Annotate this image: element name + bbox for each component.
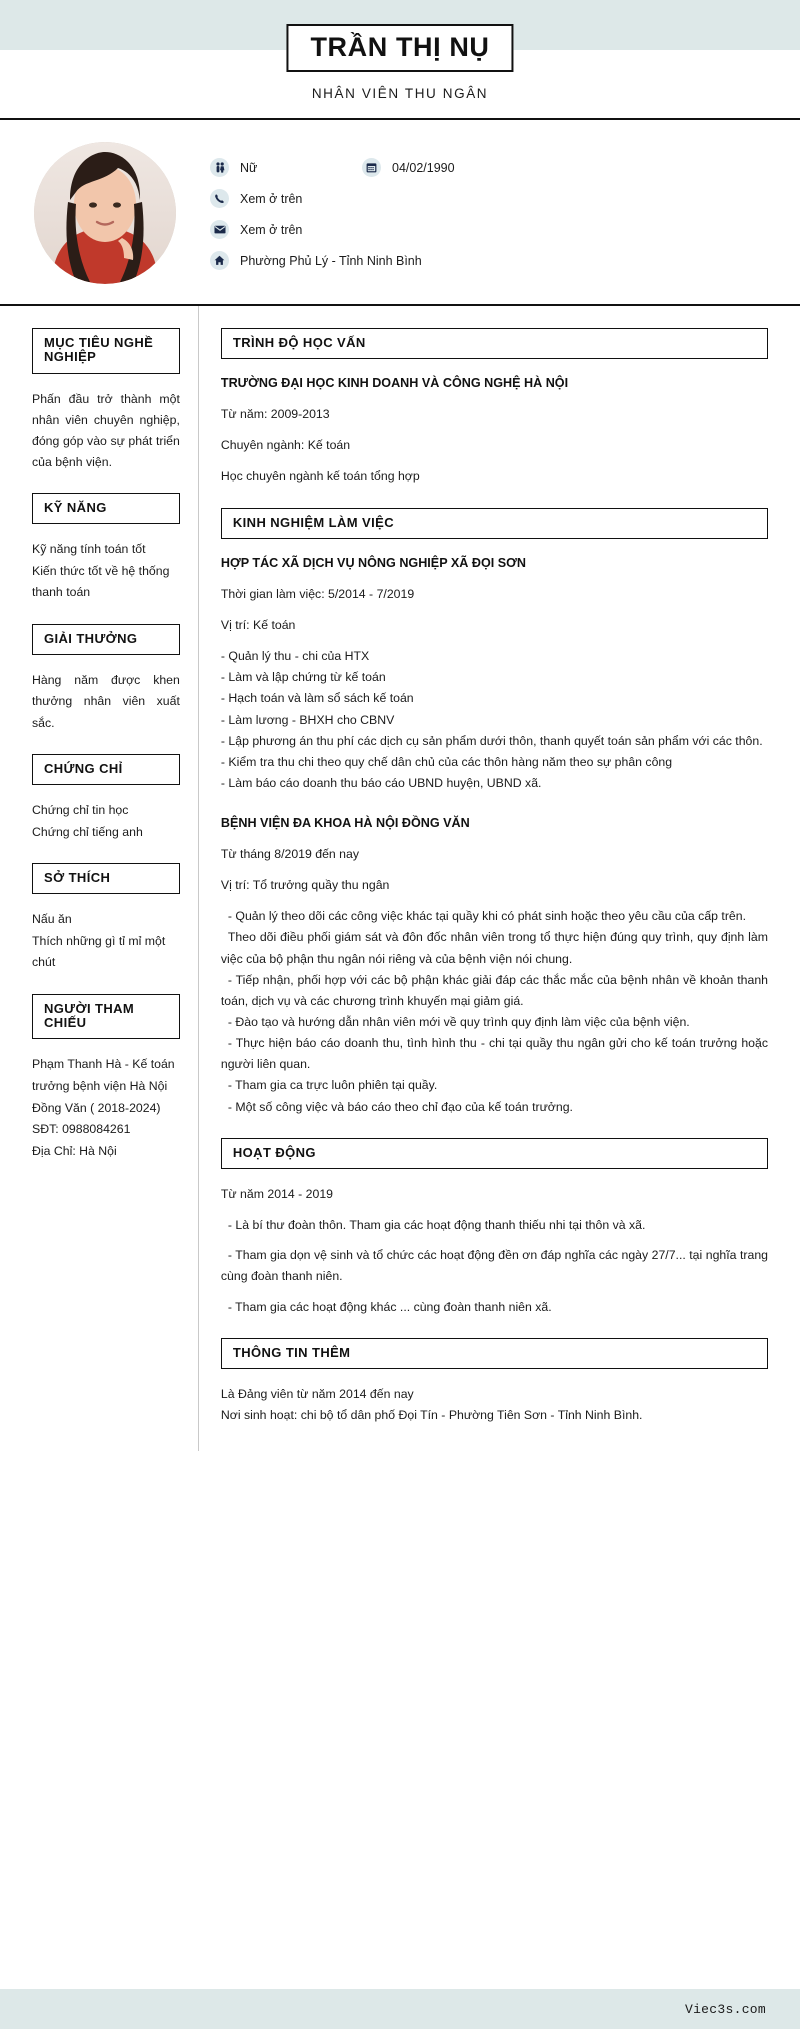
certificate-item: Chứng chỉ tiếng anh [32,824,143,839]
page-title: TRẦN THỊ NỤ [310,32,490,62]
section-skills-header [32,493,180,524]
right-column [199,306,800,1451]
job-position: Vị trí: Kế toán [220,617,296,632]
job-bullet: - Quản lý thu - chi của HTX [220,649,370,664]
activity-bullet: - Tham gia các hoạt động khác ... cùng đoàn thanh niên xã. [227,1299,552,1314]
email-icon [210,220,229,239]
contact-email-value: Xem ở trên [240,222,303,237]
footer-brand: Viec3s.com [684,2001,766,2017]
contact-birthdate [362,158,766,177]
contact-address [210,251,766,270]
avatar [34,142,176,284]
profile-section [0,120,800,304]
activity-bullet: - Là bí thư đoàn thôn. Tham gia các hoạt động thanh thiếu nhi tại thôn và xã. [227,1218,646,1233]
contact-address-value: Phường Phủ Lý - Tỉnh Ninh Bình [240,253,422,268]
section-title: KINH NGHIỆM LÀM VIỆC [232,514,394,530]
contact-email [210,220,766,239]
section-education-header [221,328,768,359]
reference-line: Địa Chỉ: Hà Nội [32,1143,117,1158]
spacer [221,1288,768,1297]
section-additional-header [221,1338,768,1369]
header-band [0,0,800,62]
job-company: HỢP TÁC XÃ DỊCH VỤ NÔNG NGHIỆP XÃ ĐỌI SƠN [220,555,526,570]
job-bullet: - Đào tạo và hướng dẫn nhân viên mới về quy trình quy định làm việc của bệnh viện. [227,1014,690,1029]
contact-birthdate-value: 04/02/1990 [392,160,455,175]
job-bullets [221,906,768,1117]
job-company: BỆNH VIỆN ĐA KHOA HÀ NỘI ĐỒNG VĂN [220,816,470,831]
additional-line: Là Đảng viên từ năm 2014 đến nay [220,1386,414,1401]
job-bullet: - Làm báo cáo doanh thu báo cáo UBND huyện, UBND xã. [220,775,542,790]
job-bullet: - Làm và lập chứng từ kế toán [220,670,386,685]
section-title: NGƯỜI THAM CHIẾU [44,1000,135,1031]
job-bullet: - Tiếp nhận, phối hợp với các bộ phận khác giải đáp các thắc mắc của bệnh nhân về khoản thanh toán, dịch vụ và các chương trình khuyến mại giảm giá. [220,972,768,1008]
job-bullet: Theo dõi điều phối giám sát và đôn đốc nhân viên trong tổ thực hiện đúng quy trình, quy định làm việc của bộ phận thu ngân nói riêng và của bệnh viện nói chung. [220,930,768,966]
additional-line: Nơi sinh hoạt: chi bộ tổ dân phố Đọi Tín - Phường Tiên Sơn - Tỉnh Ninh Bình. [220,1408,643,1423]
cv-header [0,0,800,120]
certificate-item: Chứng chỉ tin học [32,803,129,818]
job-period: Từ tháng 8/2019 đến nay [220,846,360,861]
hobby-item: Nấu ăn [32,912,72,927]
activity-bullet: - Tham gia dọn vệ sinh và tổ chức các hoạt động đền ơn đáp nghĩa các ngày 27/7... tại nghĩa trang cùng đoàn thanh niên. [220,1248,768,1284]
hobby-item: Thích những gì tỉ mỉ một chút [32,933,166,970]
activities-bullets [221,1215,768,1318]
content-columns [0,306,800,1451]
job-bullet: - Tham gia ca trực luôn phiên tại quầy. [227,1078,438,1093]
section-activities-header [221,1138,768,1169]
job-title: NHÂN VIÊN THU NGÂN [311,86,489,101]
section-title: HOẠT ĐỘNG [232,1144,316,1160]
spacer [221,1236,768,1245]
avatar-photo-icon [34,142,176,284]
section-title: KỸ NĂNG [44,500,107,516]
name-plate [286,24,513,72]
job-period: Thời gian làm việc: 5/2014 - 7/2019 [220,586,415,601]
job-bullet: - Lập phương án thu phí các dịch cụ sản phẩm dưới thôn, thanh quyết toán sản phẩm với các thôn. [220,733,763,748]
contact-gender [210,158,362,177]
section-title: MỤC TIÊU NGHỀ NGHIỆP [44,335,154,365]
experience-job [221,814,768,1118]
section-title: THÔNG TIN THÊM [232,1344,351,1360]
section-objective-header [32,328,180,374]
job-position: Vị trí: Tổ trưởng quầy thu ngân [220,878,390,893]
job-bullet: - Hạch toán và làm sổ sách kế toán [220,691,414,706]
job-bullet: - Kiểm tra thu chi theo quy chế dân chủ của các thôn hàng năm theo sự phân công [220,754,673,769]
contact-gender-value: Nữ [240,160,258,175]
reference-line: Phạm Thanh Hà - Kế toán trưởng bệnh viện Hà Nội Đồng Văn ( 2018-2024) [32,1057,175,1115]
contact-grid [202,156,766,270]
objective-text: Phấn đầu trở thành một nhân viên chuyên nghiệp, đóng góp vào sự phát triển của bệnh viện. [32,391,180,470]
section-references-header [32,994,180,1040]
education-note: Học chuyên ngành kế toán tổng hợp [220,469,420,484]
section-experience-header [221,508,768,539]
section-awards-header [32,624,180,655]
job-bullet: - Quản lý theo dõi các công việc khác tại quầy khi có phát sinh hoặc theo yêu cầu của cấp trên. [227,909,747,924]
contact-phone-value: Xem ở trên [240,191,303,206]
footer [0,1989,800,2029]
education-years: Từ năm: 2009-2013 [220,407,330,422]
gender-icon [210,158,229,177]
section-certificates-header [32,754,180,785]
job-bullet: - Một số công việc và báo cáo theo chỉ đạo của kế toán trưởng. [227,1099,573,1114]
skill-item: Kỹ năng tính toán tốt [32,542,146,557]
contact-phone [210,189,766,208]
phone-icon [210,189,229,208]
experience-job [221,554,768,794]
section-title: CHỨNG CHỈ [44,760,123,776]
skill-item: Kiến thức tốt về hệ thống thanh toán [32,563,170,600]
job-bullet: - Làm lương - BHXH cho CBNV [220,712,395,727]
section-title: TRÌNH ĐỘ HỌC VẤN [232,335,366,350]
section-title: GIẢI THƯỞNG [44,631,138,646]
calendar-icon [362,158,381,177]
home-icon [210,251,229,270]
activities-period: Từ năm 2014 - 2019 [220,1186,334,1201]
education-school: TRƯỜNG ĐẠI HỌC KINH DOANH VÀ CÔNG NGHỆ HÀ NỘI [220,376,569,391]
section-title: SỞ THÍCH [44,870,111,886]
left-column [0,306,199,1451]
reference-line: SĐT: 0988084261 [32,1122,131,1137]
education-major: Chuyên ngành: Kế toán [220,438,351,453]
job-bullets [221,646,768,794]
section-hobbies-header [32,863,180,894]
job-bullet: - Thực hiện báo cáo doanh thu, tình hình thu - chi tại quầy thu ngân gửi cho kế toán trưởng hoặc người liên quan. [220,1036,768,1072]
awards-text: Hàng năm được khen thưởng nhân viên xuất sắc. [32,673,180,730]
